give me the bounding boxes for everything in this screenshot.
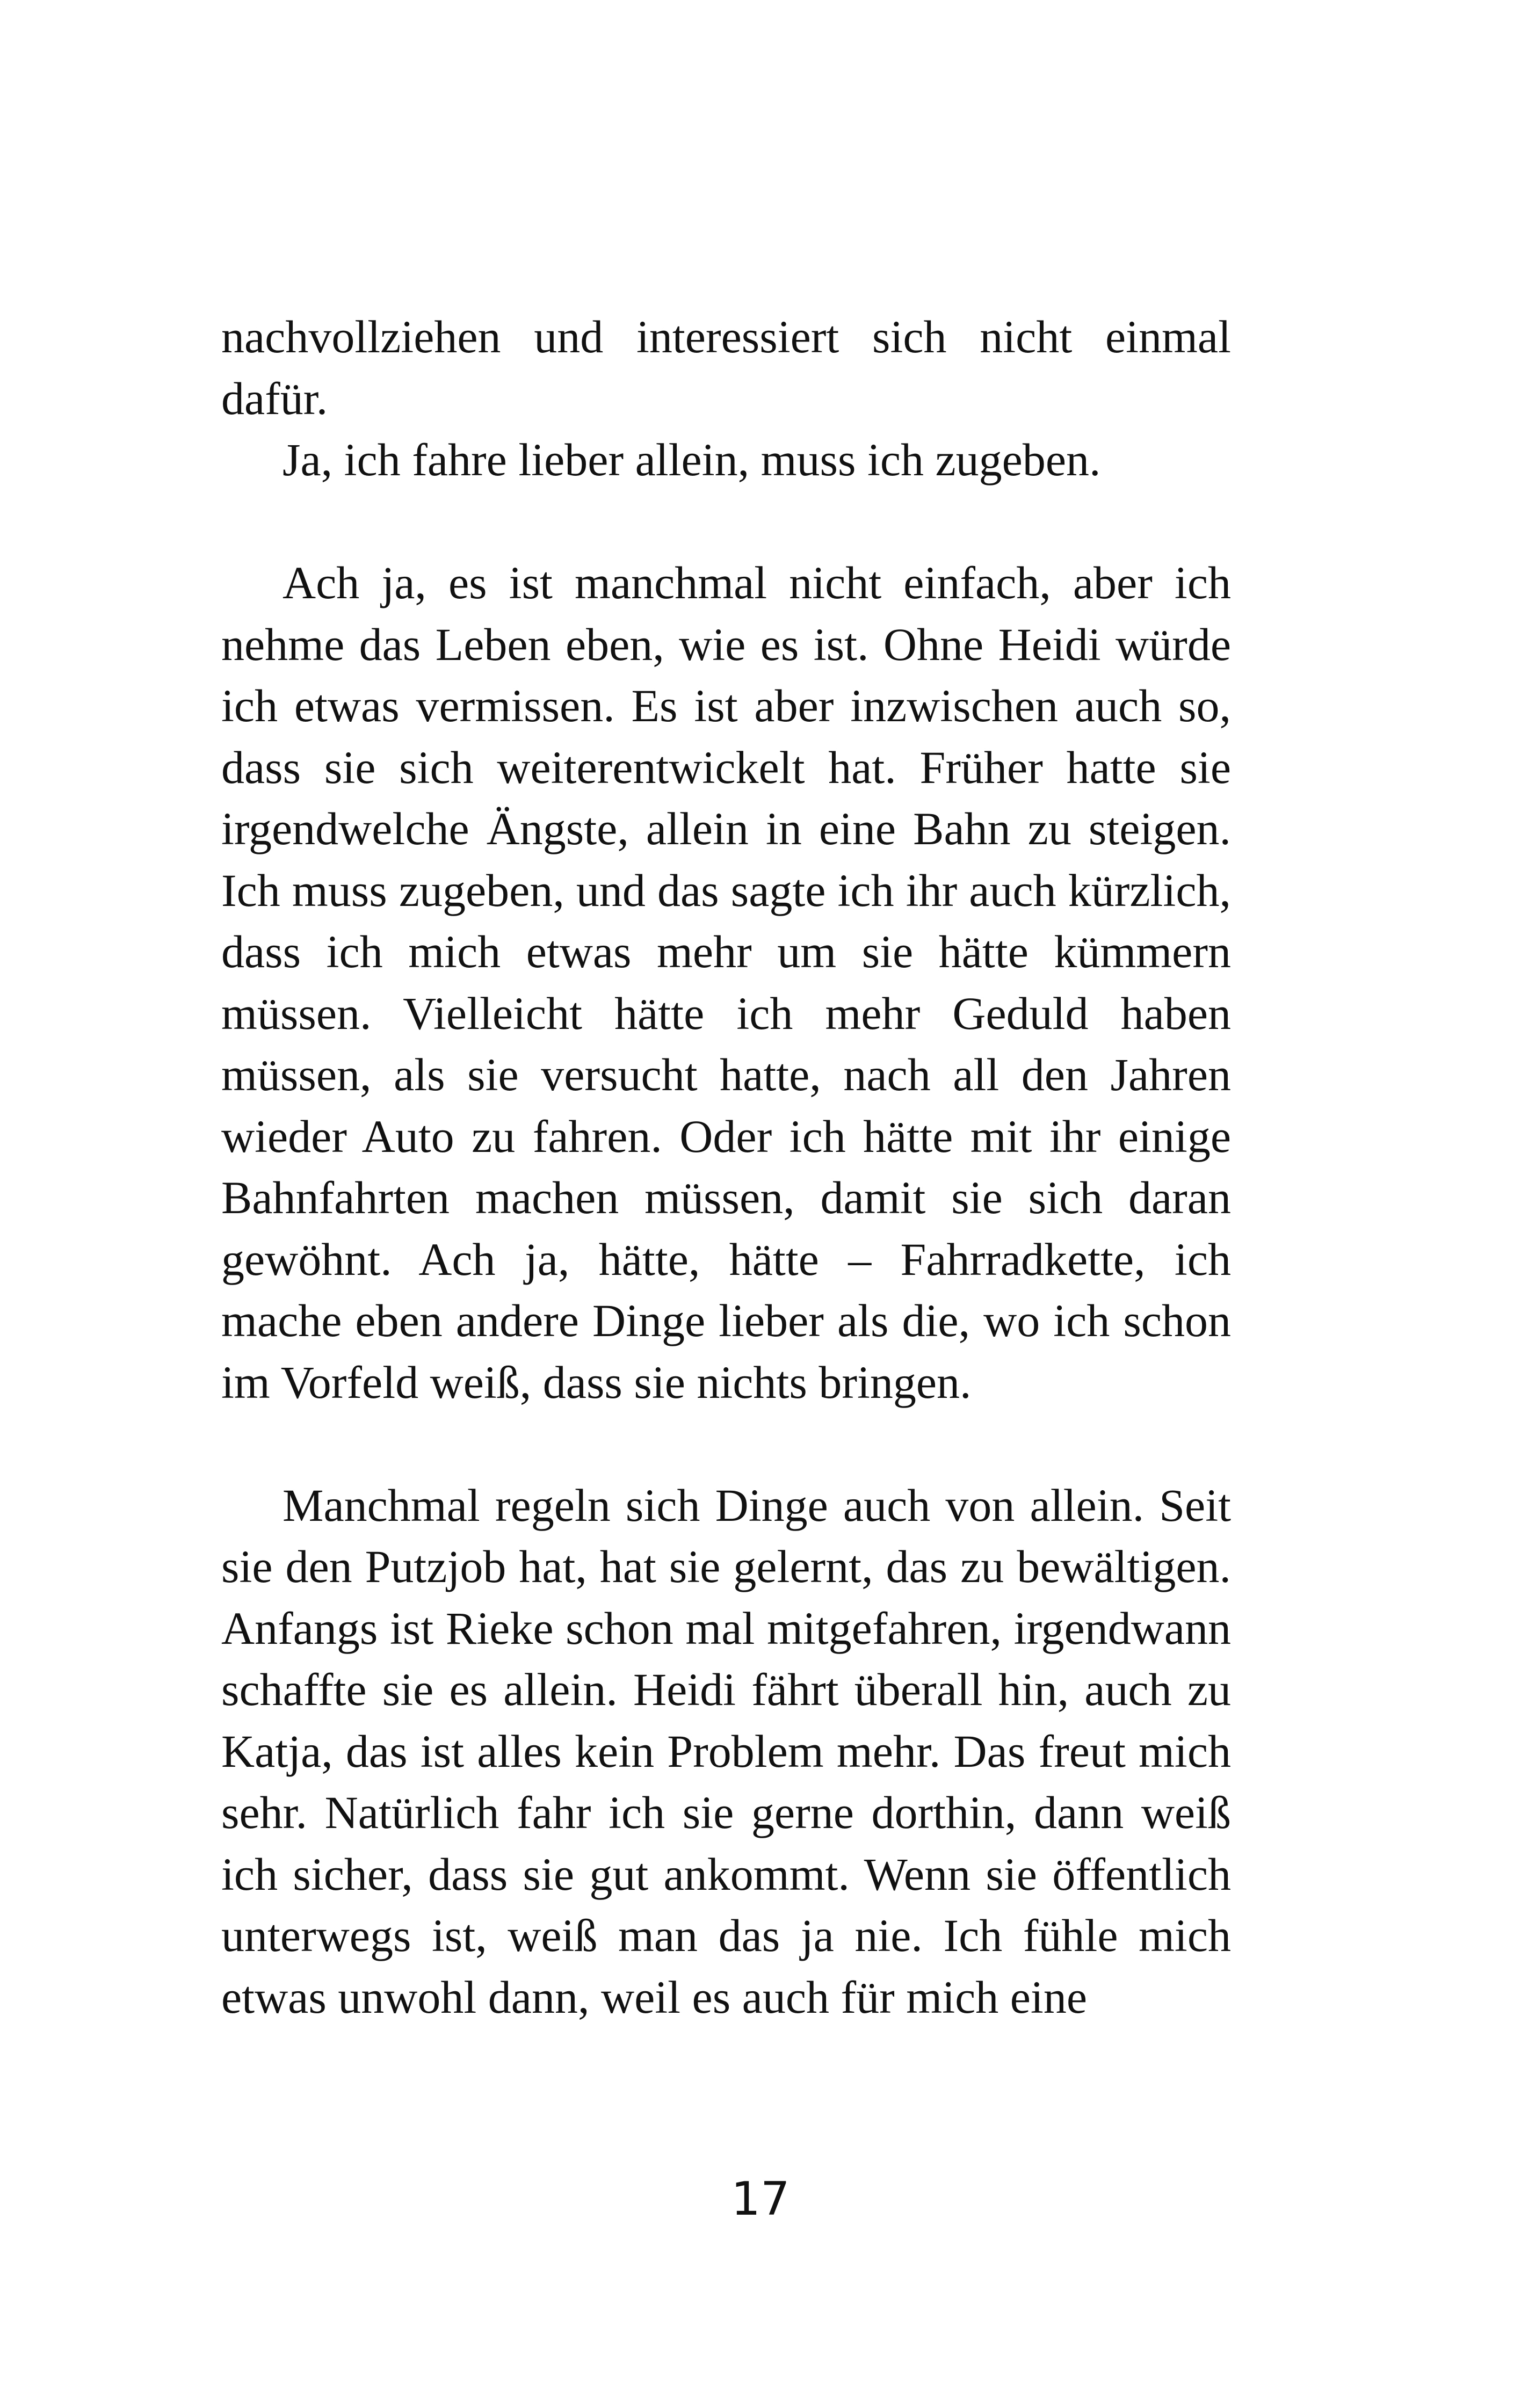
body-text [221,306,1231,2028]
paragraph-continuation: nachvollziehen und interessiert sich nicht einmal dafür. [221,311,1231,424]
paragraph-short: Ja, ich fahre lieber allein, muss ich zugeben. [283,434,1101,485]
paragraph-putzjob: Manchmal regeln sich Dinge auch von allein. Seit sie den Putzjob hat, hat sie gelernt, das zu bewältigen. Anfangs ist Rieke schon mal mitgefahren, irgendwann schaffte sie es allein. Heidi fährt überall hin, auch zu Katja, das ist alles kein Problem mehr. Das freut mich sehr. Natürlich fahr ich sie gerne dorthin, dann weiß ich sicher, dass sie gut ankommt. Wenn sie öffentlich unterwegs ist, weiß man das ja nie. Ich fühle mich etwas unwohl dann, weil es auch für mich eine [221,1479,1231,2023]
paragraph-spacer [221,1413,1231,1475]
paragraph-spacer [221,491,1231,553]
page-number: 17 [731,2172,790,2226]
paragraph-heidi: Ach ja, es ist manchmal nicht einfach, aber ich nehme das Leben eben, wie es ist. Ohne Heidi würde ich etwas vermissen. Es ist aber inzwischen auch so, dass sie sich weiterentwickelt hat. Früher hatte sie irgendwelche Ängste, allein in eine Bahn zu steigen. Ich muss zugeben, und das sagte ich ihr auch kürzlich, dass ich mich etwas mehr um sie hätte kümmern müssen. Vielleicht hätte ich mehr Geduld haben müssen, als sie versucht hatte, nach all den Jahren wieder Auto zu fahren. Oder ich hätte mit ihr einige Bahnfahrten machen müssen, damit sie sich daran gewöhnt. Ach ja, hätte, hätte – Fahrradkette, ich mache eben andere Dinge lieber als die, wo ich schon im Vorfeld weiß, dass sie nichts bringen. [221,557,1231,1408]
